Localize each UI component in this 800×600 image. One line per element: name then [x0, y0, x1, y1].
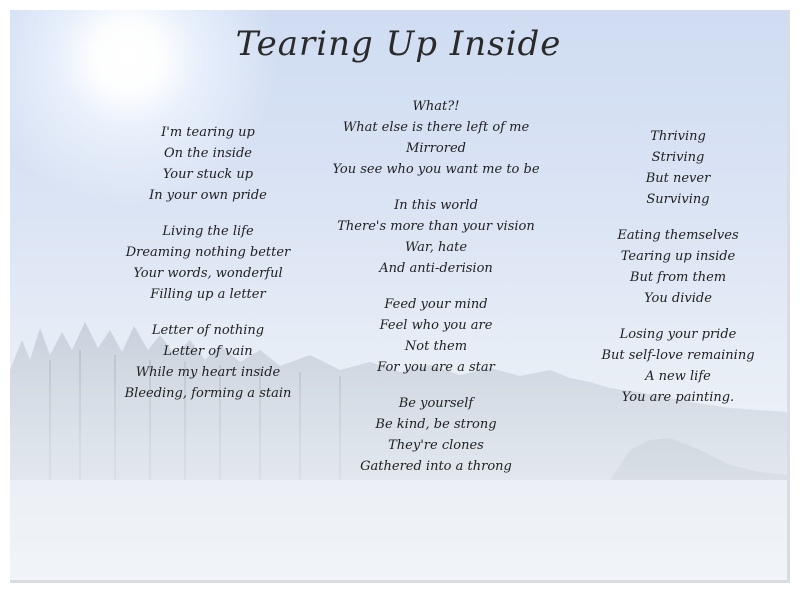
- poem-line: Surviving: [646, 192, 710, 207]
- poem-line: You are painting.: [621, 390, 735, 405]
- poem-line: In this world: [394, 198, 478, 213]
- poem-line: Losing your pride: [619, 327, 737, 342]
- stanza: [578, 324, 778, 408]
- poem-line: Gathered into a throng: [360, 459, 512, 474]
- poem-line: Mirrored: [406, 141, 466, 156]
- poem-line: Filling up a letter: [150, 287, 266, 302]
- stanza: [325, 294, 547, 378]
- stanza: [108, 320, 308, 404]
- poem-line: While my heart inside: [135, 365, 281, 380]
- poem-line: You divide: [644, 291, 712, 306]
- poem-line: What?!: [412, 99, 460, 114]
- poem-line: War, hate: [404, 240, 468, 255]
- stanza: [108, 221, 308, 305]
- poem-line: Bleeding, forming a stain: [124, 386, 292, 401]
- poem-line: Feel who you are: [379, 318, 493, 333]
- poem-line: But never: [645, 171, 711, 186]
- poem-line: Dreaming nothing better: [125, 245, 291, 260]
- poem-line: Not them: [404, 339, 468, 354]
- stanza: [325, 393, 547, 477]
- right-column: [578, 126, 778, 423]
- poem-line: In your own pride: [149, 188, 267, 203]
- poem-title: Tearing Up Inside: [235, 24, 562, 64]
- poem-line: Striving: [651, 150, 705, 165]
- stanza: [578, 126, 778, 210]
- poem-line: Feed your mind: [384, 297, 488, 312]
- left-column: [108, 122, 308, 419]
- poem-line: Be kind, be strong: [375, 417, 497, 432]
- poem-line: And anti-derision: [379, 261, 493, 276]
- poem-line: Eating themselves: [617, 228, 739, 243]
- poem-line: Tearing up inside: [620, 249, 736, 264]
- poem-line: Your words, wonderful: [133, 266, 283, 281]
- stanza: [578, 225, 778, 309]
- poem-line: Letter of nothing: [151, 323, 265, 338]
- poem-line: But self-love remaining: [601, 348, 755, 363]
- middle-column: [325, 96, 547, 492]
- poem-line: You see who you want me to be: [332, 162, 540, 177]
- poem-line: Your stuck up: [162, 167, 254, 182]
- poem-line: What else is there left of me: [342, 120, 530, 135]
- poem-line: Be yourself: [398, 396, 474, 411]
- poem-line: On the inside: [164, 146, 252, 161]
- poem-line: Thriving: [650, 129, 706, 144]
- poem-line: They're clones: [388, 438, 484, 453]
- stanza: [325, 195, 547, 279]
- poem-line: There's more than your vision: [337, 219, 535, 234]
- poem-line: Letter of vain: [163, 344, 253, 359]
- poem-card: [10, 10, 790, 583]
- stanza: [108, 122, 308, 206]
- poem-line: I'm tearing up: [161, 125, 255, 140]
- poem-line: For you are a star: [377, 360, 495, 375]
- stanza: [325, 96, 547, 180]
- poem-line: A new life: [645, 369, 711, 384]
- poem-line: But from them: [629, 270, 727, 285]
- poem-line: Living the life: [162, 224, 254, 239]
